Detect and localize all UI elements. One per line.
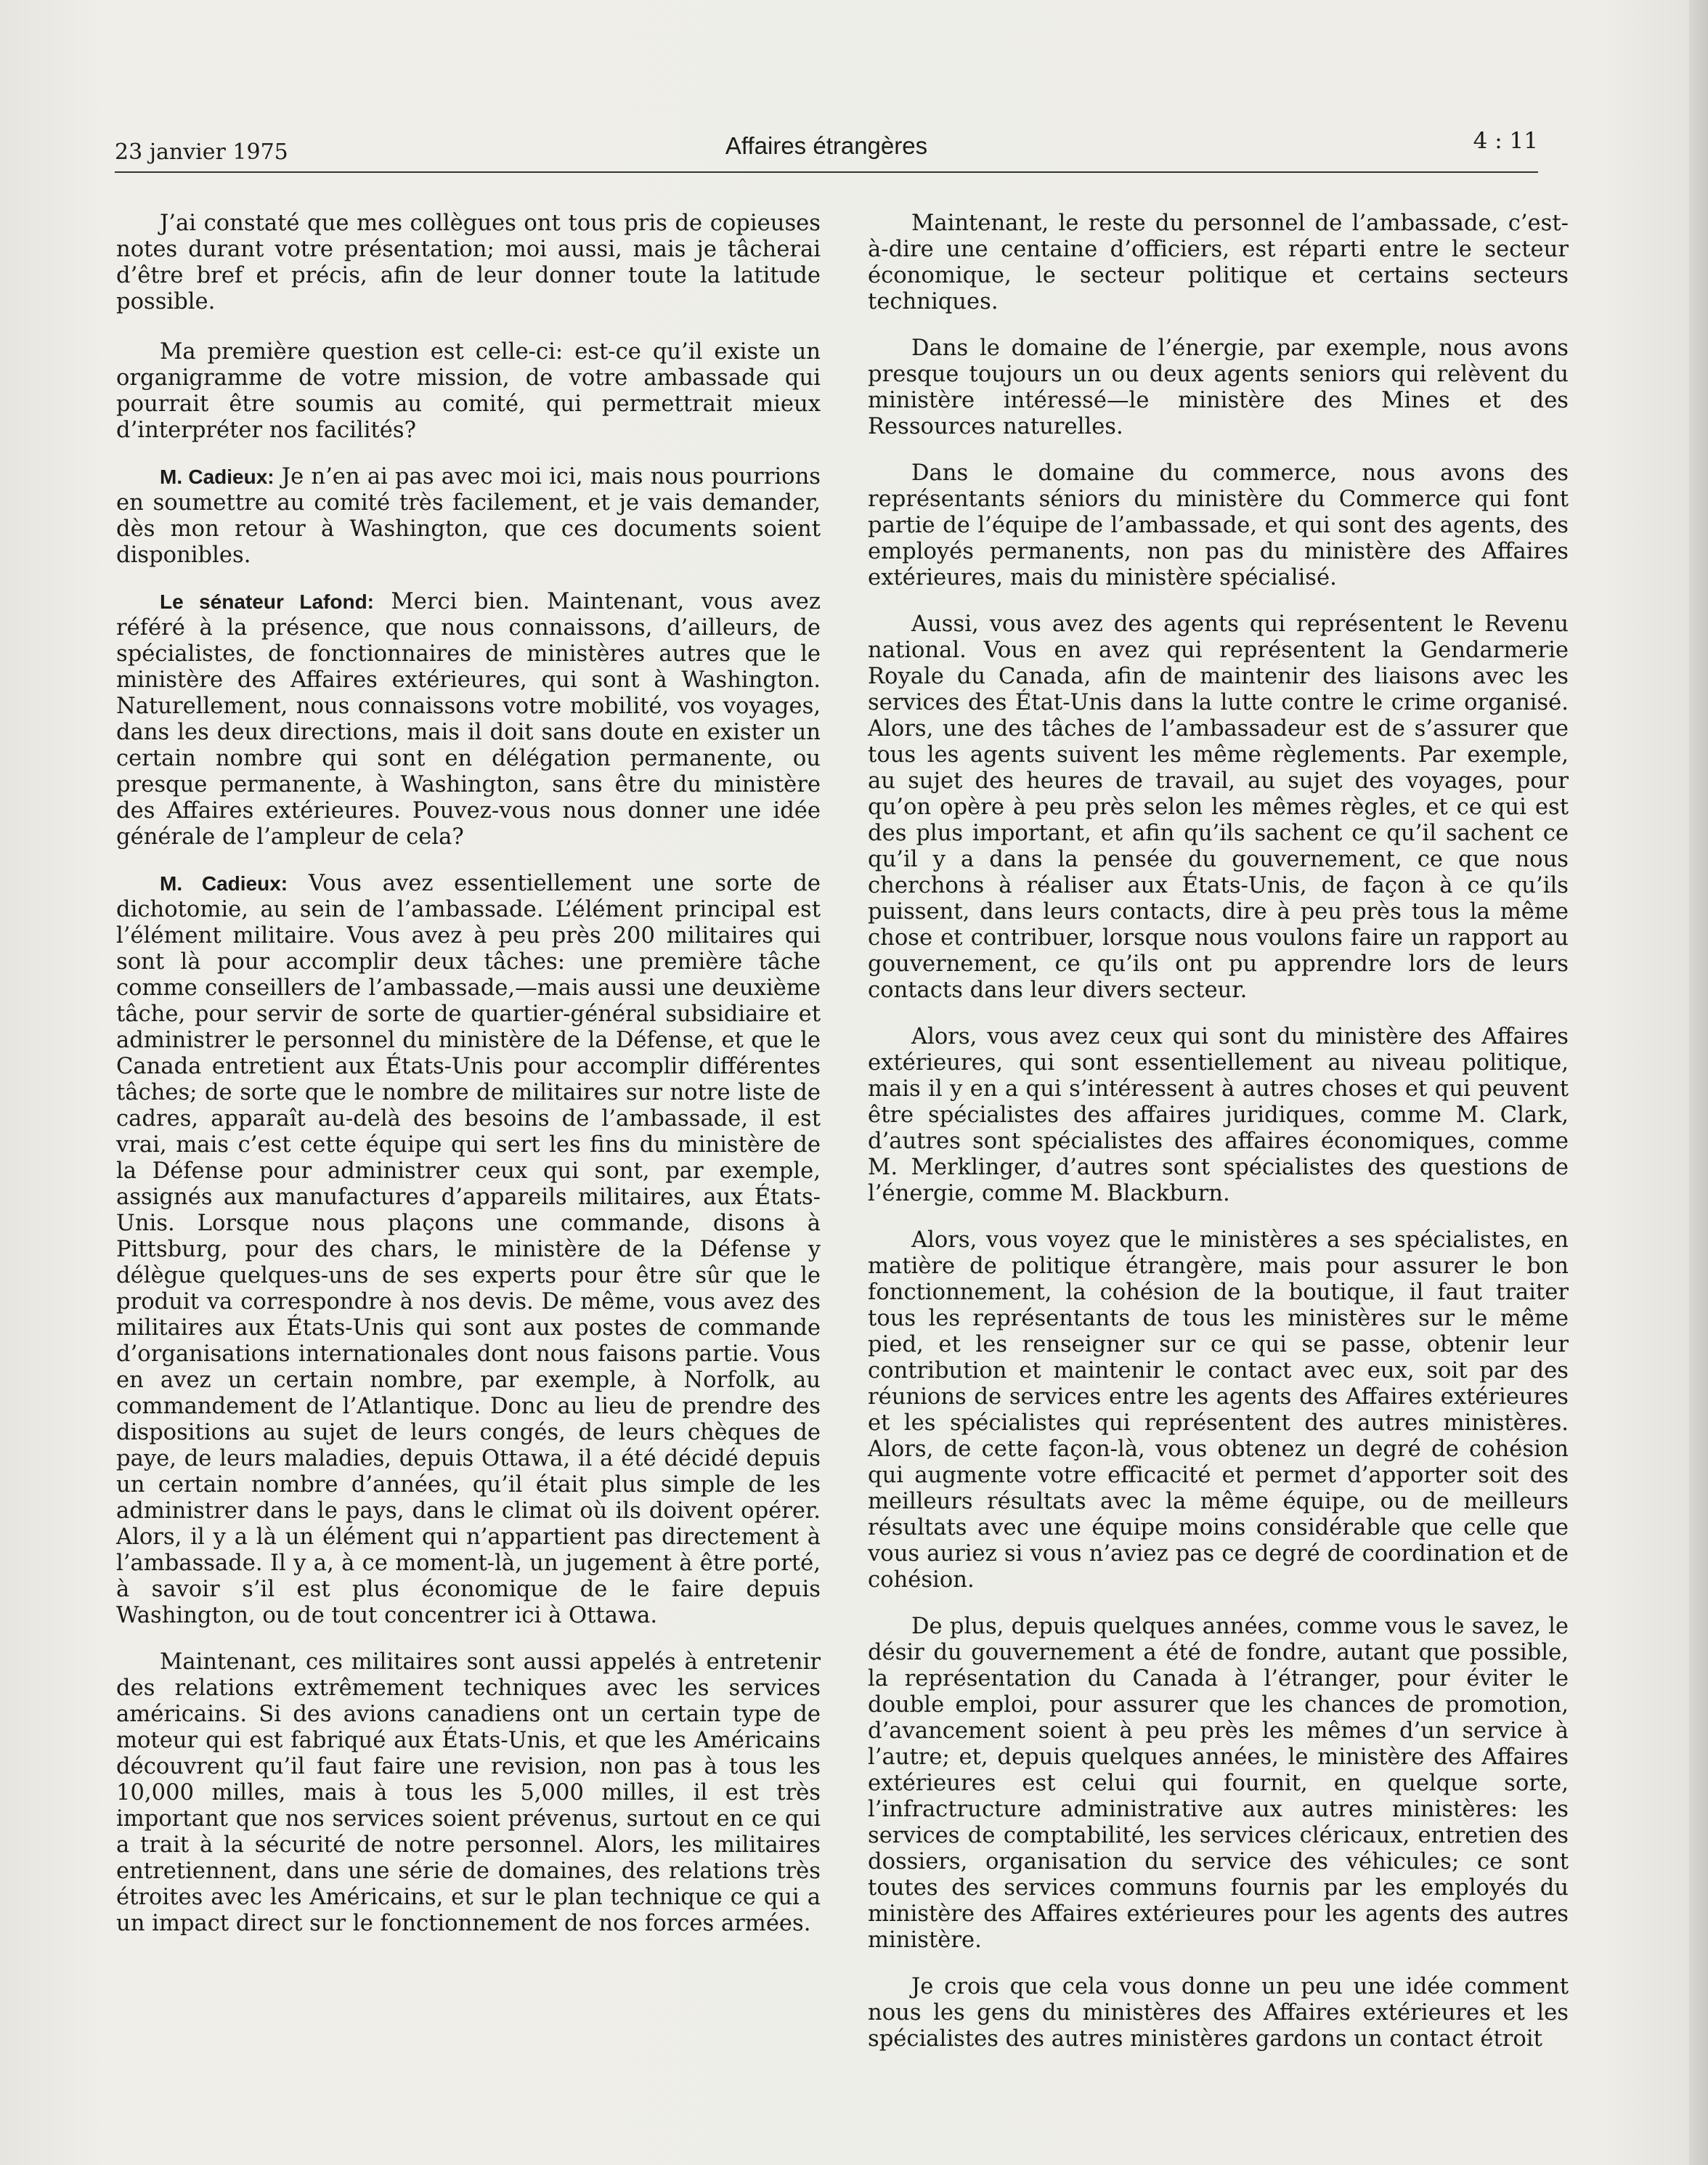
paragraph-text: Alors, vous voyez que le ministères a ses spécialistes, en matière de politique étrangère, mais pour assurer le bon fonctionnement, la cohésion de la boutique, il faut traiter tous les représentants de tous les ministères sur le même pied, et les renseigner sur ce qui se passe, obtenir leur contribution et maintenir le contact avec eux, soit par des réunions de services entre les agents des Affaires extérieures et les spécialistes qui représentent des autres ministères. Alors, de cette façon-là, vous obtenez un degré de cohésion qui augmente votre efficacité et permet d’apporter soit des meilleurs résultats avec la même équipe, ou de meilleurs résultats avec une équipe moins considérable que celle que vous auriez si vous n’aviez pas ce degré de coordination et de cohésion. bbox=[868, 1227, 1569, 1593]
paragraph bbox=[868, 460, 1569, 591]
paragraph-text: Vous avez essentiellement une sorte de dichotomie, au sein de l’ambassade. L’élément principal est l’élément militaire. Vous avez à peu près 200 militaires qui sont là pour accomplir deux tâches: une première tâche comme conseillers de l’ambassade,—mais aussi une deuxième tâche, pour servir de sorte de quartier-général subsidiaire et administrer le personnel du ministère de la Défense, et que le Canada entretient aux États-Unis pour accomplir différentes tâches; de sorte que le nombre de militaires sur notre liste de cadres, apparaît au-delà des besoins de l’ambassade, il est vrai, mais c’est cette équipe qui sert les fins du ministère de la Défense pour administrer ceux qui sont, par exemple, assignés aux manufactures d’appareils militaires, aux États-Unis. Lorsque nous plaçons une commande, disons à Pittsburg, pour des chars, le ministère de la Défense y délègue quelques-uns de ses experts pour être sûr que le produit va correspondre à nos devis. De même, vous avez des militaires aux États-Unis qui sont aux postes de commande d’organisations internationales dont nous faisons partie. Vous en avez un certain nombre, par exemple, à Norfolk, au commandement de l’Atlantique. Donc au lieu de prendre des dispositions au sujet de leurs congés, de leurs chèques de paye, de leurs maladies, depuis Ottawa, il a été décidé depuis un certain nombre d’années, qu’il était plus simple de les administrer dans le pays, dans le climat où ils doivent opérer. Alors, il y a là un élément qui n’appartient pas directement à l’ambassade. Il y a, à ce moment-là, un jugement à être porté, à savoir s’il est plus économique de le faire depuis Washington, ou de tout concentrer ici à Ottawa. bbox=[116, 871, 821, 1628]
paragraph-text: Maintenant, ces militaires sont aussi appelés à entretenir des relations extrêmement techniques avec les services américains. Si des avions canadiens ont un certain type de moteur qui est fabriqué aux États-Unis, et que les Américains découvrent qu’il faut faire une revision, non pas à tous les 10,000 milles, mais à tous les 5,000 milles, il est très important que nos services soient prévenus, surtout en ce qui a trait à la sécurité de notre personnel. Alors, les militaires entretiennent, dans une série de domaines, des relations très étroites avec les Américains, et sur le plan technique ce qui a un impact direct sur le fonctionnement de nos forces armées. bbox=[116, 1649, 821, 1936]
paragraph bbox=[868, 1974, 1569, 2052]
paragraph bbox=[116, 1649, 821, 1937]
paragraph bbox=[116, 339, 821, 444]
paragraph bbox=[116, 589, 821, 850]
speaker-label: M. Cadieux: bbox=[160, 872, 288, 895]
header-date: 23 janvier 1975 bbox=[115, 139, 288, 165]
right-column bbox=[868, 211, 1569, 2073]
paragraph-text: Je n’en ai pas avec moi ici, mais nous pourrions en soumettre au comité très facilement, et je vais demander, dès mon retour à Washington, que ces documents soient disponibles. bbox=[116, 464, 821, 568]
paragraph bbox=[868, 1024, 1569, 1207]
header-rule bbox=[115, 171, 1538, 173]
paragraph-text: De plus, depuis quelques années, comme vous le savez, le désir du gouvernement a été de fondre, autant que possible, la représentation du Canada à l’étranger, pour éviter le double emploi, pour assurer que les chances de promotion, d’avancement soient à peu près les mêmes d’un service à l’autre; et, depuis quelques années, le ministère des Affaires extérieures est celui qui fournit, en quelque sorte, l’infractructure administrative aux autres ministères: les services de comptabilité, les services cléricaux, entretien des dossiers, organisation du service des véhicules; ce sont toutes des services communs fournis par les employés du ministère des Affaires extérieures pour les agents des autres ministère. bbox=[868, 1614, 1569, 1953]
page-header bbox=[115, 128, 1538, 171]
paragraph bbox=[116, 464, 821, 569]
paragraph-text: Maintenant, le reste du personnel de l’ambassade, c’est-à-dire une centaine d’officiers, est réparti entre le secteur économique, le secteur politique et certains secteurs techniques. bbox=[868, 211, 1569, 314]
header-title: Affaires étrangères bbox=[725, 132, 928, 159]
header-page-number: 4 : 11 bbox=[1473, 128, 1538, 154]
page-edge-shadow bbox=[1689, 0, 1708, 2165]
paragraph bbox=[868, 336, 1569, 440]
paragraph bbox=[116, 211, 821, 315]
left-column bbox=[116, 211, 821, 1957]
paragraph bbox=[868, 1227, 1569, 1593]
paragraph bbox=[868, 1614, 1569, 1954]
paragraph-text: Aussi, vous avez des agents qui représentent le Revenu national. Vous en avez qui représentent la Gendarmerie Royale du Canada, afin de maintenir des liaisons avec les services des État-Unis dans la lutte contre le crime organisé. Alors, une des tâches de l’ambassadeur est de s’assurer que tous les agents suivent les même règlements. Par exemple, au sujet des heures de travail, au sujet des voyages, pour qu’on opère à peu près selon les mêmes règles, et ce qui est des plus important, et afin qu’ils sachent ce qu’il sachent ce qu’il y a dans la pensée du gouvernement, ce que nous cherchons à réaliser aux États-Unis, de façon à ce qu’ils puissent, dans leurs contacts, dire à peu près tous la même chose et contribuer, lorsque nous voulons faire un rapport au gouvernement, ce qu’ils ont pu apprendre lors de leurs contacts dans leur divers secteur. bbox=[868, 612, 1569, 1003]
paragraph bbox=[116, 871, 821, 1629]
paragraph-text: Merci bien. Maintenant, vous avez référé à la présence, que nous connaissons, d’ailleurs, de spécialistes, de fonctionnaires de ministères autres que le ministère des Affaires extérieures, qui sont à Washington. Naturellement, nous connaissons votre mobilité, vos voyages, dans les deux directions, mais il doit sans doute en exister un certain nombre qui sont en délégation permanente, ou presque permanente, à Washington, sans être du ministère des Affaires extérieures. Pouvez-vous nous donner une idée générale de l’ampleur de cela? bbox=[116, 589, 821, 850]
speaker-label: M. Cadieux: bbox=[160, 466, 274, 488]
paragraph-text: J’ai constaté que mes collègues ont tous pris de copieuses notes durant votre présentation; moi aussi, mais je tâcherai d’être bref et précis, afin de leur donner toute la latitude possible. bbox=[116, 211, 821, 314]
paragraph-text: Dans le domaine de l’énergie, par exemple, nous avons presque toujours un ou deux agents seniors qui relèvent du ministère intéressé—le ministère des Mines et des Ressources naturelles. bbox=[868, 336, 1569, 439]
paragraph-text: Ma première question est celle-ci: est-ce qu’il existe un organigramme de votre mission, de votre ambassade qui pourrait être soumis au comité, qui permettrait mieux d’interpréter nos facilités? bbox=[116, 339, 821, 443]
paragraph-text: Alors, vous avez ceux qui sont du ministère des Affaires extérieures, qui sont essentiellement au niveau politique, mais il y en a qui s’intéressent à autres choses et qui peuvent être spécialistes des affaires juridiques, comme M. Clark, d’autres sont spécialistes des affaires économiques, comme M. Merklinger, d’autres sont spécialistes des questions de l’énergie, comme M. Blackburn. bbox=[868, 1024, 1569, 1206]
speaker-label: Le sénateur Lafond: bbox=[160, 590, 374, 613]
paragraph bbox=[868, 612, 1569, 1004]
paragraph-text: Dans le domaine du commerce, nous avons des représentants séniors du ministère du Commerce qui font partie de l’équipe de l’ambassade, et qui sont des agents, des employés permanents, non pas du ministère des Affaires extérieures, mais du ministère spécialisé. bbox=[868, 460, 1569, 590]
paragraph-text: Je crois que cela vous donne un peu une idée comment nous les gens du ministères des Affaires extérieures et les spécialistes des autres ministères gardons un contact étroit bbox=[868, 1974, 1569, 2052]
paragraph bbox=[868, 211, 1569, 315]
